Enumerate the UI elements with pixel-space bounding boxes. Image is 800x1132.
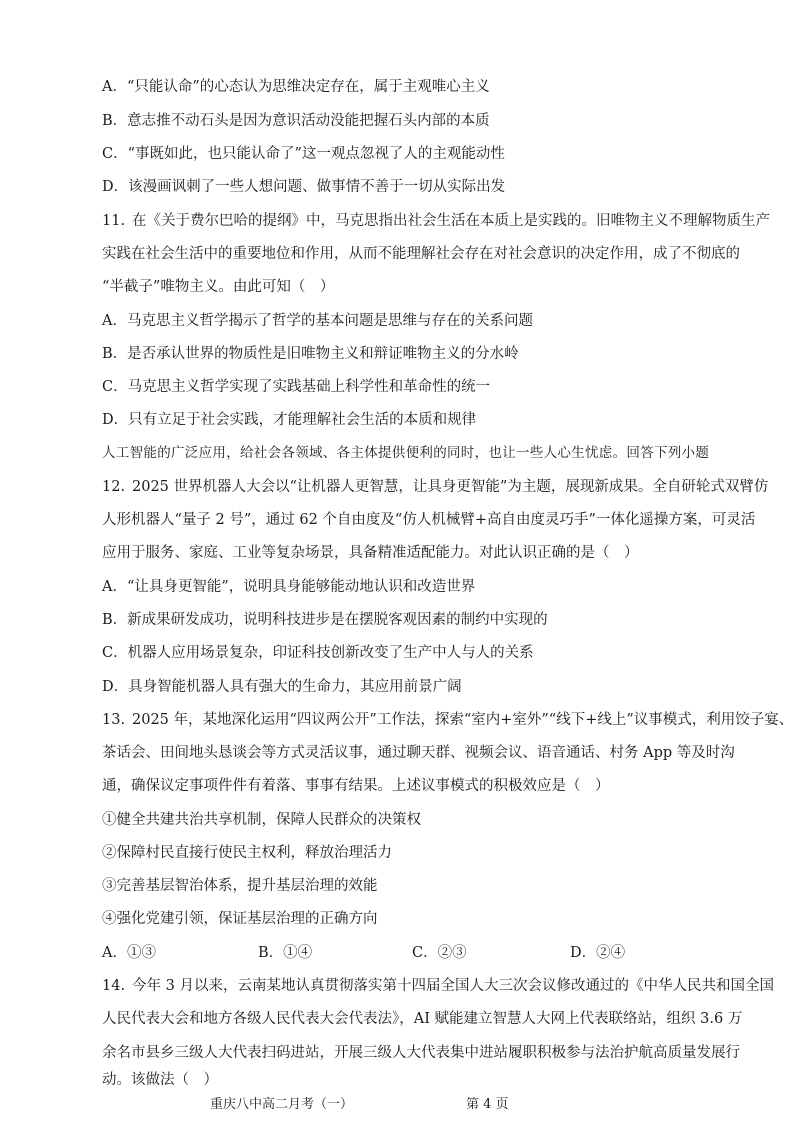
q11-stem-line-2: 实践在社会生活中的重要地位和作用，从而不能理解社会存在对社会意识的决定作用，成了不彻底的 — [102, 246, 740, 262]
q10-option-a: A．“只能认命”的心态认为思维决定存在，属于主观唯心主义 — [102, 79, 490, 95]
q11-stem-line-1: 在《关于费尔巴哈的提纲》中，马克思指出社会生活在本质上是实践的。旧唯物主义不理解物质生产 — [132, 213, 770, 229]
q13-stem-line-2: 茶话会、田间地头恳谈会等方式灵活议事，通过聊天群、视频会议、语音通话、村务 App 等及时沟 — [102, 745, 735, 761]
q12-stem-line-2: 人形机器人“量子 2 号”，通过 62 个自由度及“仿人机械臂+高自由度灵巧手”一体化遥操方案，可灵活 — [102, 512, 756, 528]
q13-item-2: ②保障村民直接行使民主权利，释放治理活力 — [102, 845, 392, 861]
q10-option-d: D．该漫画讽刺了一些人想问题、做事情不善于一切从实际出发 — [102, 179, 506, 195]
q11-number: 11. — [102, 213, 126, 229]
q12-option-c: C．机器人应用场景复杂，印证科技创新改变了生产中人与人的关系 — [102, 645, 534, 661]
section-intro: 人工智能的广泛应用，给社会各领域、各主体提供便利的同时，也让一些人心生忧虑。回答下列小题 — [102, 445, 710, 461]
q14-number: 14. — [102, 978, 126, 994]
footer-page-number: 第 4 页 — [466, 1097, 509, 1112]
q13-item-4: ④强化党建引领，保证基层治理的正确方向 — [102, 911, 378, 927]
q10-option-b: B．意志推不动石头是因为意识活动没能把握石头内部的本质 — [102, 113, 490, 129]
q14-stem-line-3: 余名市县乡三级人大代表扫码进站，开展三级人大代表集中进站履职积极参与法治护航高质量发展行 — [102, 1045, 740, 1061]
q14-stem-line-2: 人民代表大会和地方各级人民代表大会代表法》，AI 赋能建立智慧人大网上代表联络站，组织 3.6 万 — [102, 1011, 743, 1027]
q14-stem-line-4: 动。该做法（ ） — [102, 1072, 218, 1088]
q13-item-3: ③完善基层智治体系，提升基层治理的效能 — [102, 878, 378, 894]
q12-number: 12. — [102, 479, 126, 495]
q14-stem-line-1: 今年 3 月以来，云南某地认真贯彻落实第十四届全国人大三次会议修改通过的《中华人民共和国全国 — [132, 978, 774, 994]
q13-choice-a: A．①③ — [102, 945, 156, 961]
q12-stem-line-3: 应用于服务、家庭、工业等复杂场景，具备精准适配能力。对此认识正确的是（ ） — [102, 545, 639, 561]
q11-option-b: B．是否承认世界的物质性是旧唯物主义和辩证唯物主义的分水岭 — [102, 346, 519, 362]
q11-option-d: D．只有立足于社会实践，才能理解社会生活的本质和规律 — [102, 412, 477, 428]
q13-choice-d: D．②④ — [570, 945, 626, 961]
q10-option-c: C．“事既如此，也只能认命了”这一观点忽视了人的主观能动性 — [102, 146, 505, 162]
q13-stem-line-3: 通，确保议定事项件件有着落、事事有结果。上述议事模式的积极效应是（ ） — [102, 778, 610, 794]
q13-number: 13. — [102, 712, 126, 728]
q13-choice-b: B．①④ — [258, 945, 313, 961]
q12-stem-line-1: 2025 世界机器人大会以“让机器人更智慧，让具身更智能”为主题，展现新成果。全自研轮式双臂仿 — [132, 479, 769, 495]
q11-option-a: A．马克思主义哲学揭示了哲学的基本问题是思维与存在的关系问题 — [102, 313, 533, 329]
q13-choice-c: C．②③ — [412, 945, 467, 961]
q13-stem-line-1: 2025 年，某地深化运用“四议两公开”工作法，探索“室内+室外”“线下+线上”议事模式，利用饺子宴、 — [132, 712, 794, 728]
q13-item-1: ①健全共建共治共享机制，保障人民群众的决策权 — [102, 812, 421, 828]
q11-stem-line-3: “半截子”唯物主义。由此可知（ ） — [102, 279, 335, 295]
footer-exam-name: 重庆八中高二月考（一） — [210, 1097, 354, 1112]
q12-option-a: A．“让具身更智能”，说明具身能够能动地认识和改造世界 — [102, 579, 476, 595]
q12-option-d: D．具身智能机器人具有强大的生命力，其应用前景广阔 — [102, 679, 462, 695]
q11-option-c: C．马克思主义哲学实现了实践基础上科学性和革命性的统一 — [102, 379, 491, 395]
q12-option-b: B．新成果研发成功，说明科技进步是在摆脱客观因素的制约中实现的 — [102, 612, 548, 628]
